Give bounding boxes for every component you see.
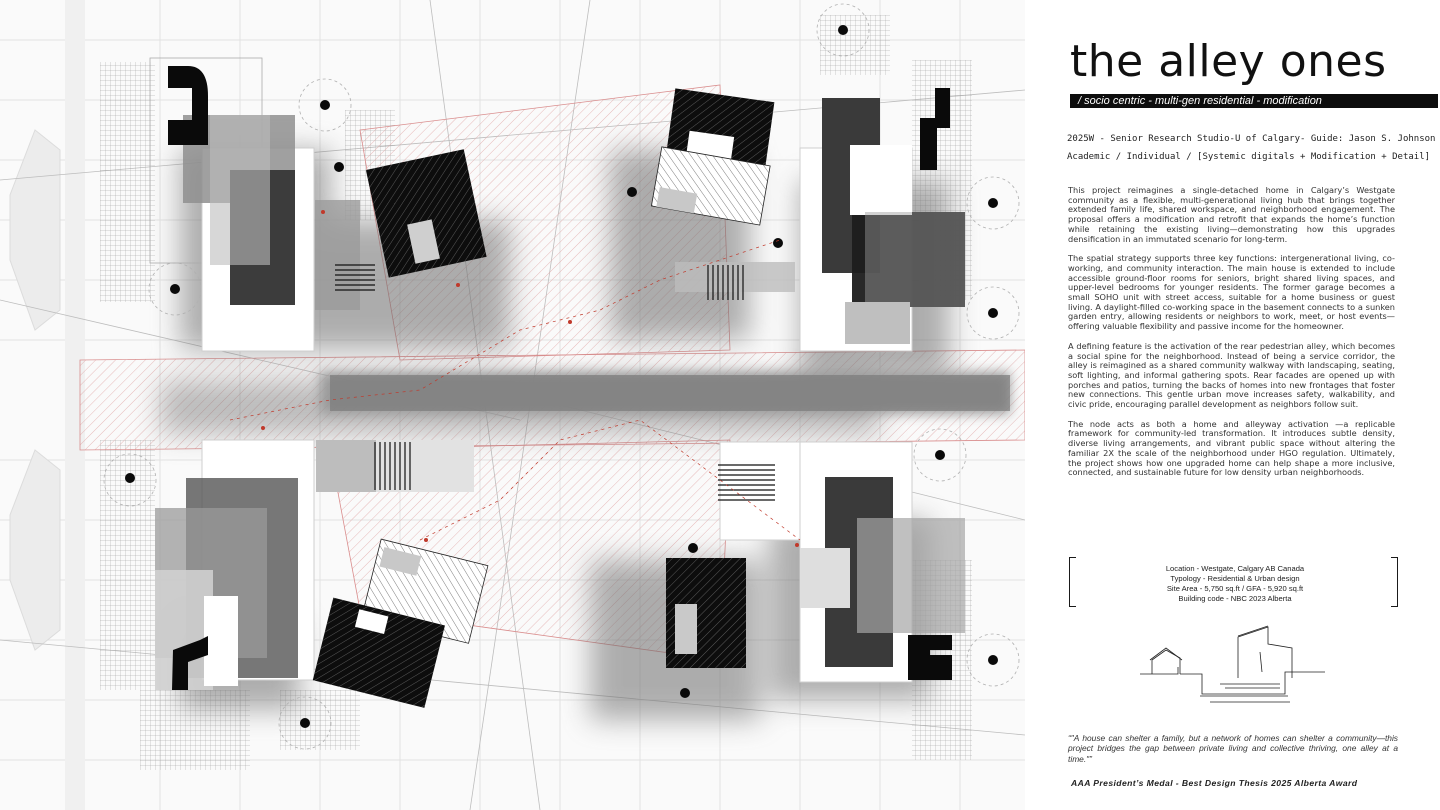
- quote-text: “"A house can shelter a family, but a network of homes can shelter a community—this project bridges the gap between private living and collective thriving, one alley at a time."”: [1068, 733, 1398, 764]
- fact-area: Site Area - 5,750 sq.ft / GFA - 5,920 sq.ft: [1166, 584, 1304, 593]
- paragraph-alley: A defining feature is the activation of the rear pedestrian alley, which becomes a social spine for the neighborhood. Instead of being a service corridor, the alley is reimagined as a shared community walkway with landscaping, seating, soft lighting, and informal gathering spots. Rear facades are opened up with porches and patios, turning the backs of homes into new frontages that foster new connections. This gentle urban move increases safety, walkability, and civic pride, encouraging parallel development as neighbors follow suit.: [1068, 340, 1395, 410]
- paragraph-node: The node acts as both a home and alleyway activation —a replicable framework for community-led transformation. It introduces subtle density, diverse living arrangements, and vibrant public space without altering the familiar 2X the scale of the neighborhood under HGO regulation. Ultimately, the project shows how one upgraded home can help shape a more inclusive, connected, and sustainable future for low density urban neighborhoods.: [1068, 418, 1395, 478]
- tagline-text: / socio centric - multi-gen residential - modification: [1078, 95, 1322, 107]
- award-line: AAA President’s Medal - Best Design Thesis 2025 Alberta Award: [1071, 778, 1358, 788]
- category-line: Academic / Individual / [Systemic digitals + Modification + Detail]: [1067, 152, 1431, 162]
- paragraph-strategy: The spatial strategy supports three key functions: intergenerational living, co-working, and community interaction. The main house is extended to include accessible ground-floor rooms for seniors, bright shared living spaces, and upper-level bedrooms for younger residents. The former garage becomes a small SOHO unit with street access, suitable for a home business or guest living. A daylight-filled co-working space in the basement connects to a sunken garden entry, allowing residents or neighbors to work, meet, or host events—offering valuable flexibility and passive income for the homeowner.: [1068, 253, 1395, 332]
- fact-typology: Typology - Residential & Urban design: [1170, 574, 1300, 583]
- section-sketch: [1140, 622, 1330, 712]
- ghost-elevation-left: [10, 130, 60, 650]
- alley-band-core: [330, 375, 1010, 411]
- project-title: the alley ones: [1070, 36, 1387, 87]
- paragraph-intro: This project reimagines a single-detached home in Calgary’s Westgate community as a flexible, multi-generational living hub that brings together extended family life, shared workspace, and neighborhood engagement. The proposal offers a modification and retrofit that expands the home’s function while retaining the existing living—demonstrating how this upgrades densification in an immutated scenario for long-term.: [1068, 185, 1395, 244]
- project-description: [1068, 186, 1395, 488]
- project-facts: [1085, 564, 1385, 604]
- studio-line: 2025W - Senior Research Studio-U of Calgary- Guide: Jason S. Johnson: [1067, 134, 1436, 144]
- bracket-left: [1069, 557, 1076, 607]
- bracket-right: [1391, 557, 1398, 607]
- fact-location: Location - Westgate, Calgary AB Canada: [1165, 564, 1305, 573]
- project-info-panel: [1025, 0, 1440, 810]
- tagline-bar: [1070, 94, 1438, 108]
- fact-code: Building code - NBC 2023 Alberta: [1178, 594, 1292, 603]
